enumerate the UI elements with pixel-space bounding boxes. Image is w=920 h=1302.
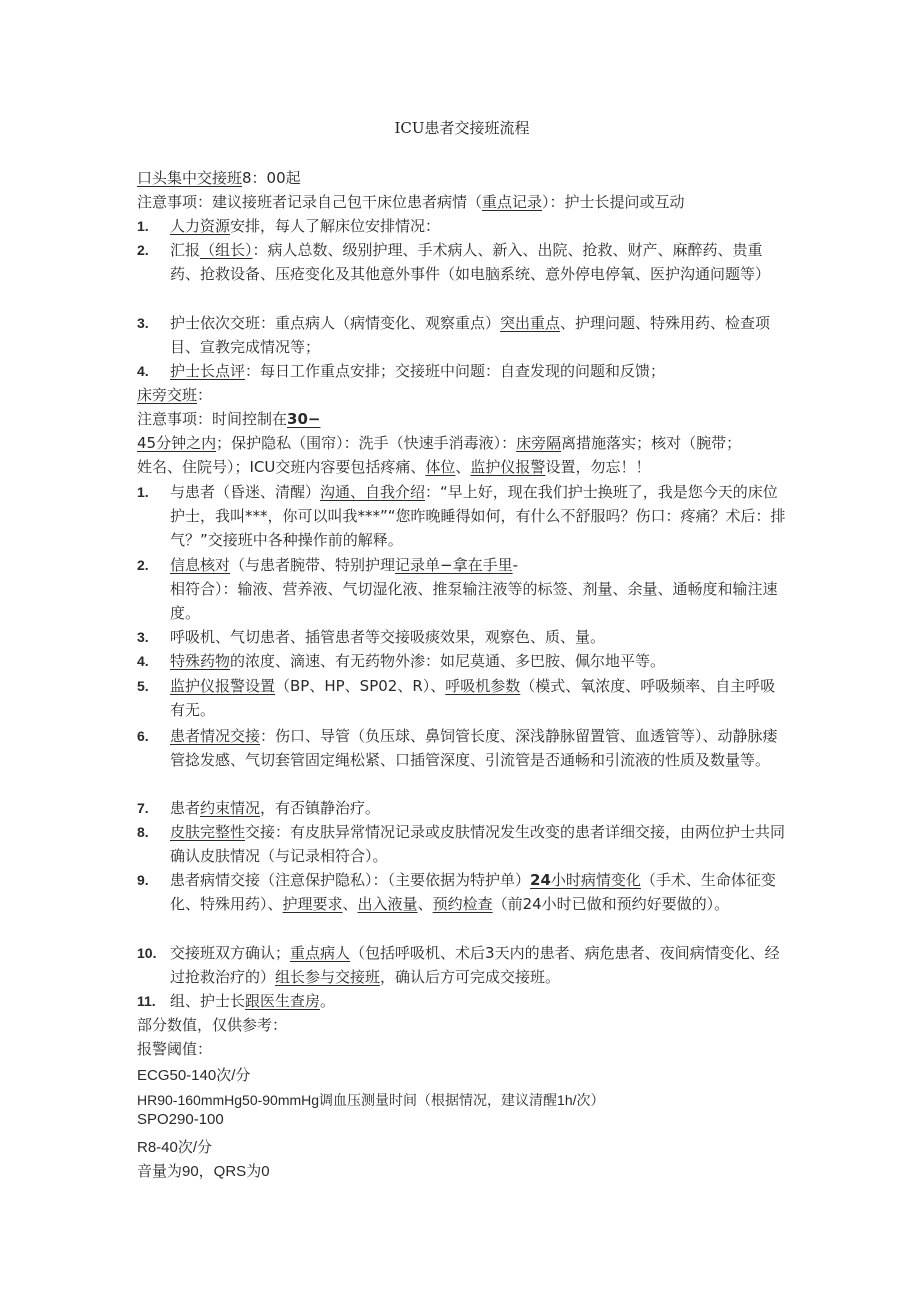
section1-item-1: 1. 人力资源安排，每人了解床位安排情况：	[137, 217, 441, 235]
section2-heading: 床旁交班：	[137, 386, 213, 404]
section2-item-9: 9. 患者病情交接（注意保护隐私）：（主要依据为特护单）24小时病情变化（手术、生命体征变化、特殊用药）、护理要求、出入液量、预约检查（前24小时已做和预约好要做的）。	[137, 871, 776, 913]
alarm-heading: 报警阈值：	[137, 1040, 213, 1058]
section2-note-line2: 45分钟之内；保护隐私（围帘）：洗手（快速手消毒液）：床旁隔离措施落实；核对（腕带；	[137, 434, 742, 452]
section2-item-1: 1. 与患者（昏迷、清醒）沟通、自我介绍：“早上好，现在我们护士换班了，我是您今天的床位护士，我叫***，你可以叫我***”“您昨晚睡得如何，有什么不舒服吗？伤口：疼痛？术后：排气？”交接班中各种操作前的解释。	[137, 483, 786, 549]
section1-item-4: 4. 护士长点评：每日工作重点安排；交接班中问题：自查发现的问题和反馈；	[137, 362, 666, 380]
section1-heading: 口头集中交接班8：00起	[137, 169, 301, 187]
section2-item-4: 4. 特殊药物的浓度、滴速、有无药物外渗：如尼莫通、多巴胺、佩尔地平等。	[137, 652, 666, 670]
section2-item-5: 5. 监护仪报警设置（BP、HP、SP02、R）、呼吸机参数（模式、氧浓度、呼吸频率、自主呼吸有无。	[137, 677, 776, 719]
section2-item-10: 10. 交接班双方确认；重点病人（包括呼吸机、术后3天内的患者、病危患者、夜间病情变化、经过抢救治疗的）组长参与交接班，确认后方可完成交接班。	[137, 944, 780, 986]
section1-item-2: 2. 汇报（组长）：病人总数、级别护理、手术病人、新入、出院、抢救、财产、麻醉药、贵重药、抢救设备、压疮变化及其他意外事件（如电脑系统、意外停电停氧、医护沟通问题等）	[137, 241, 771, 283]
section2-item-6: 6. 患者情况交接：伤口、导管（负压球、鼻饲管长度、深浅静脉留置管、血透管等）、动静脉瘘管捻发感、气切套管固定绳松紧、口插管深度、引流管是否通畅和引流液的性质及数量等。	[137, 727, 778, 769]
reference-hr: HR90-160mmHg50-90mmHg调血压测量时间（根据情况，建议清醒1h/次）	[137, 1092, 605, 1108]
reference-r: R8-40次/分	[137, 1139, 213, 1156]
section2-item-3: 3. 呼吸机、气切患者、插管患者等交接吸痰效果，观察色、质、量。	[137, 628, 606, 646]
section2-item-11: 11. 组、护士长跟医生查房。	[137, 992, 336, 1010]
section2-note-line1: 注意事项：时间控制在30−	[137, 410, 321, 428]
document-title: ICU患者交接班流程	[394, 119, 530, 137]
reference-ecg: ECG50-140次/分	[137, 1067, 251, 1084]
section2-item-8: 8. 皮肤完整性交接：有皮肤异常情况记录或皮肤情况发生改变的患者详细交接，由两位护士共同确认皮肤情况（与记录相符合）。	[137, 823, 786, 865]
section1-item-3: 3. 护士依次交班：重点病人（病情变化、观察重点）突出重点、护理问题、特殊用药、检查项目、宣教完成情况等；	[137, 314, 771, 356]
section2-note-line3: 姓名、住院号）；ICU交班内容要包括疼痛、体位、监护仪报警设置，勿忘！！	[137, 458, 651, 476]
reference-spo2: SPO290-100	[137, 1111, 224, 1128]
section1-note: 注意事项：建议接班者记录自己包干床位患者病情（重点记录）：护士长提问或互动	[137, 193, 685, 211]
reference-volume: 音量为90，QRS为0	[137, 1163, 270, 1180]
section2-item-7: 7. 患者约束情况，有否镇静治疗。	[137, 799, 381, 817]
section2-item-2: 2. 信息核对（与患者腕带、特别护理记录单−拿在手里- 相符合）：输液、营养液、气切湿化液、推泵输注液等的标签、剂量、余量、通畅度和输注速度。	[137, 556, 778, 622]
reference-intro: 部分数值，仅供参考：	[137, 1016, 288, 1034]
